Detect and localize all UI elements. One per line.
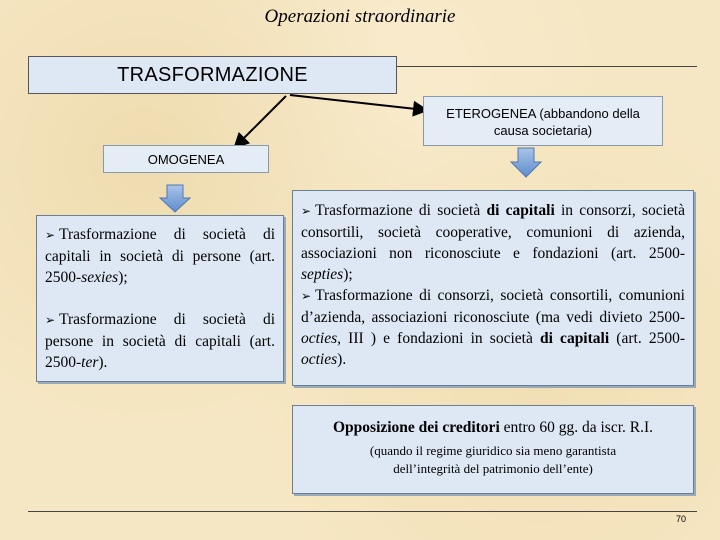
arrow-bullet-icon: ➢	[45, 313, 56, 327]
creditors-note: (quando il regime giuridico sia meno garantista dell’integrità del patrimonio dell’ente)	[369, 443, 617, 476]
eterogenea-label-line2: causa societaria)	[493, 123, 593, 138]
page-title: Operazioni straordinarie	[264, 6, 456, 27]
arrow-bullet-icon: ➢	[45, 228, 56, 242]
eterogenea-item-1: ➢ Trasformazione di società di capitali in consorzi, società consortili, società cooperative, comunioni di azienda, associazioni non riconosciute e fondazioni (art. 2500-septies);	[301, 202, 685, 283]
eterogenea-details-panel	[292, 190, 694, 386]
trasformazione-box: TRASFORMAZIONE	[28, 56, 397, 94]
eterogenea-item-2: ➢ Trasformazione di consorzi, società consortili, comunioni d’azienda, associazioni riconosciute (ma vedi divieto 2500-octies, III ) e fondazioni in società di capitali (art. 2500-octies).	[301, 287, 686, 368]
arrow-to-eterogenea	[290, 95, 425, 110]
eterogenea-label-line1: ETEROGENEA (abbandono della	[446, 106, 640, 121]
omogenea-item-1: ➢ Trasformazione di società di capitali in società di persone (art. 2500-sexies);	[45, 226, 275, 286]
page-number: 70	[676, 514, 687, 524]
omogenea-item-2: ➢ Trasformazione di società di persone in società di capitali (art. 2500-ter).	[45, 311, 275, 371]
arrow-bullet-icon: ➢	[301, 204, 312, 218]
omogenea-box: OMOGENEA	[103, 145, 269, 173]
down-arrow-omogenea-icon	[160, 185, 190, 212]
arrow-bullet-icon: ➢	[301, 289, 312, 303]
eterogenea-box	[423, 96, 663, 146]
down-arrow-eterogenea-icon	[511, 148, 541, 177]
omogenea-details-panel	[36, 215, 284, 382]
creditors-opposition-panel	[292, 405, 694, 494]
arrow-to-omogenea	[236, 96, 286, 146]
creditors-opposition-text: Opposizione dei creditori entro 60 gg. da iscr. R.I.	[332, 419, 654, 436]
